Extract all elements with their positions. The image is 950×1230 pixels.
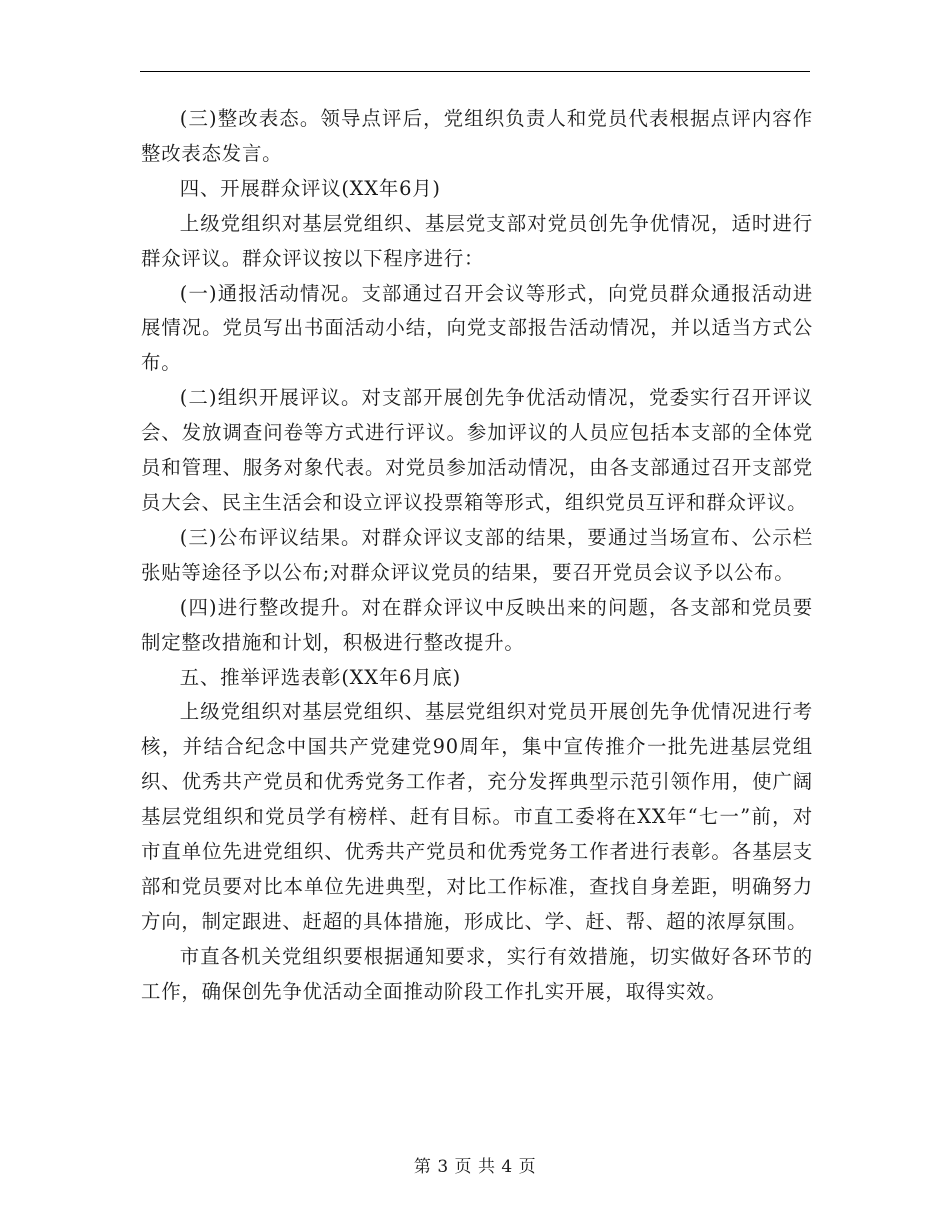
header-rule <box>140 71 810 72</box>
paragraph-publish-results: (三)公布评议结果。对群众评议支部的结果，要通过当场宣布、公示栏张贴等途径予以公布;对群众评议党员的结果，要召开党员会议予以公布。 <box>141 525 813 584</box>
paragraph-rectify-improve: (四)进行整改提升。对在群众评议中反映出来的问题，各支部和党员要制定整改措施和计划，积极进行整改提升。 <box>141 595 813 654</box>
paragraph-rectify-statement: (三)整改表态。领导点评后，党组织负责人和党员代表根据点评内容作整改表态发言。 <box>141 107 813 165</box>
paragraph-commendation-body: 上级党组织对基层党组织、基层党组织对党员开展创先争优情况进行考核，并结合纪念中国共产党建党90周年，集中宣传推介一批先进基层党组织、优秀共产党员和优秀党务工作者，充分发挥典型示范引领作用，使广阔基层党组织和党员学有榜样、赶有目标。市直工委将在XX年“七一”前，对市直单位先进党组织、优秀共产党员和优秀党务工作者进行表彰。各基层支部和党员要对比本单位先进典型，对比工作标准，查找自身差距，明确努力方向，制定跟进、赶超的具体措施，形成比、学、赶、帮、超的浓厚氛围。 <box>141 700 813 933</box>
paragraph-report-activity: (一)通报活动情况。支部通过召开会议等形式，向党员群众通报活动进展情况。党员写出书面活动小结，向党支部报告活动情况，并以适当方式公布。 <box>141 281 813 375</box>
page-number: 第 3 页 共 4 页 <box>413 1157 537 1177</box>
document-body <box>141 102 813 1010</box>
paragraph-closing: 市直各机关党组织要根据通知要求，实行有效措施，切实做好各环节的工作，确保创先争优活动全面推动阶段工作扎实开展，取得实效。 <box>141 944 813 1003</box>
paragraph-organize-review: (二)组织开展评议。对支部开展创先争优活动情况，党委实行召开评议会、发放调查问卷等方式进行评议。参加评议的人员应包括本支部的全体党员和管理、服务对象代表。对党员参加活动情况，由各支部通过召开支部党员大会、民主生活会和设立评议投票箱等形式，组织党员互评和群众评议。 <box>141 386 813 514</box>
paragraph-public-review-intro: 上级党组织对基层党组织、基层党支部对党员创先争优情况，适时进行群众评议。群众评议按以下程序进行： <box>141 211 813 270</box>
section-heading-public-review: 四、开展群众评议(XX年6月) <box>179 176 441 200</box>
section-heading-commendation: 五、推举评选表彰(XX年6月底) <box>179 665 461 689</box>
